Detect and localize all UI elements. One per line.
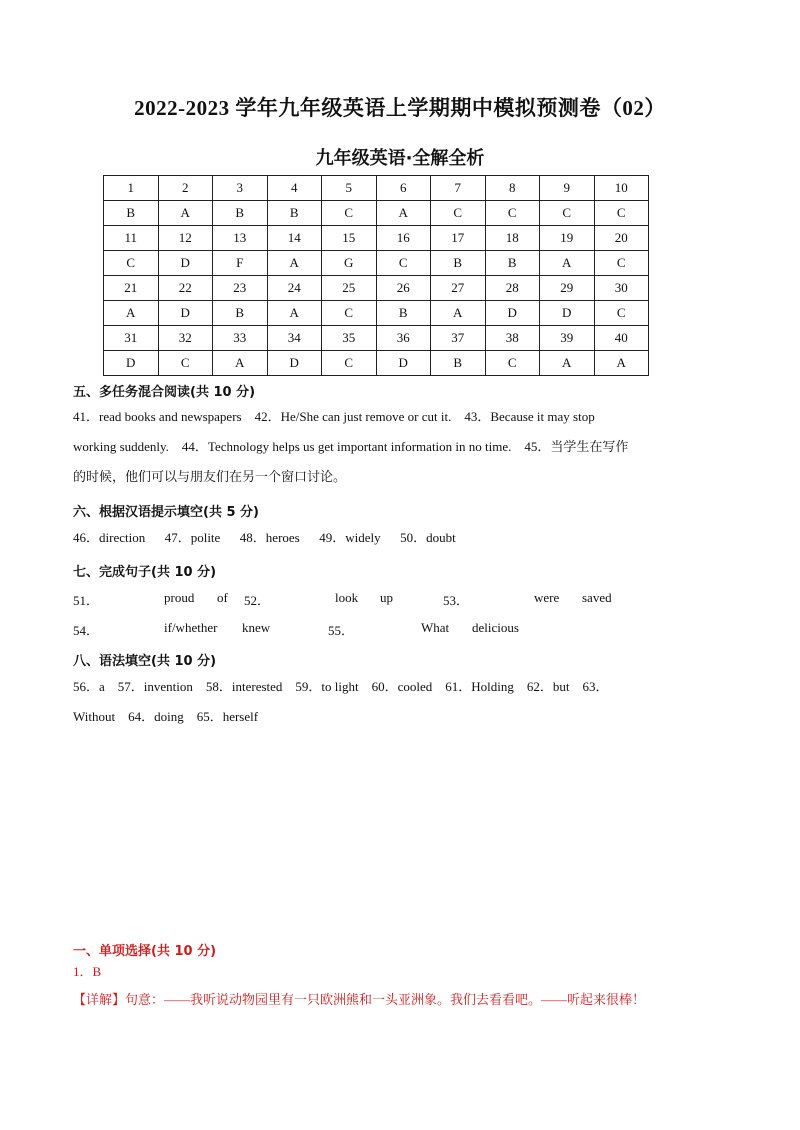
answer-table-cell: A bbox=[594, 351, 649, 376]
q54-word: if/whether bbox=[164, 620, 218, 635]
answer-table-row bbox=[104, 176, 649, 201]
section-1-heading: 一、单项选择(共 10 分) bbox=[73, 944, 217, 959]
answer-table-cell: 6 bbox=[376, 176, 431, 201]
answer-table-cell: 17 bbox=[431, 226, 486, 251]
answer-table-row bbox=[104, 326, 649, 351]
answer-table-cell: 37 bbox=[431, 326, 486, 351]
answer-table-cell: B bbox=[376, 301, 431, 326]
answer-table-cell: B bbox=[213, 301, 268, 326]
answer-table-cell: C bbox=[540, 201, 595, 226]
answer-table-cell: 1 bbox=[104, 176, 159, 201]
answer-table-cell: C bbox=[431, 201, 486, 226]
answer-table-cell: C bbox=[594, 201, 649, 226]
section-5-line-3: 的时候，他们可以与朋友们在另一个窗口讨论。 bbox=[73, 469, 347, 484]
section-6-line-1: 46．direction 47．polite 48．heroes 49．widely 50．doubt bbox=[73, 530, 456, 545]
answer-table-cell: C bbox=[322, 201, 377, 226]
answer-table-cell: A bbox=[431, 301, 486, 326]
q55-word: delicious bbox=[472, 620, 519, 635]
answer-table-cell: 5 bbox=[322, 176, 377, 201]
section-5-line-2: working suddenly. 44．Technology helps us get important information in no time. 45．当学生在写作 bbox=[73, 439, 629, 454]
answer-table-cell: 10 bbox=[594, 176, 649, 201]
answer-table-cell: C bbox=[485, 351, 540, 376]
answer-table-cell: 26 bbox=[376, 276, 431, 301]
answer-table-cell: 38 bbox=[485, 326, 540, 351]
q55-number: 55． bbox=[328, 623, 355, 638]
answer-table-cell: 11 bbox=[104, 226, 159, 251]
answer-table-cell: 21 bbox=[104, 276, 159, 301]
answer-table-row bbox=[104, 301, 649, 326]
section-5-answers bbox=[73, 402, 713, 492]
answer-table-cell: 31 bbox=[104, 326, 159, 351]
answer-table-cell: A bbox=[158, 201, 213, 226]
answer-table-cell: A bbox=[267, 251, 322, 276]
answer-table-cell: 15 bbox=[322, 226, 377, 251]
answer-table-cell: 33 bbox=[213, 326, 268, 351]
page-title: 2022-2023 学年九年级英语上学期期中模拟预测卷（02） bbox=[134, 96, 666, 120]
answer-table-cell: A bbox=[540, 251, 595, 276]
answer-table-cell: B bbox=[431, 251, 486, 276]
answer-table-cell: 25 bbox=[322, 276, 377, 301]
section-7-heading: 七、完成句子(共 10 分) bbox=[73, 565, 217, 580]
answer-table-cell: 40 bbox=[594, 326, 649, 351]
answer-table-cell: B bbox=[104, 201, 159, 226]
answer-table-row bbox=[104, 226, 649, 251]
answer-table-cell: 16 bbox=[376, 226, 431, 251]
answer-table-cell: C bbox=[322, 301, 377, 326]
answer-table-cell: 36 bbox=[376, 326, 431, 351]
answer-table-cell: 23 bbox=[213, 276, 268, 301]
answer-table-cell: 4 bbox=[267, 176, 322, 201]
page-subtitle: 九年级英语·全解全析 bbox=[315, 148, 485, 169]
answer-table-row bbox=[104, 276, 649, 301]
answer-table-row bbox=[104, 201, 649, 226]
answer-table-cell: D bbox=[376, 351, 431, 376]
section-5-line-1: 41．read books and newspapers 42．He/She can just remove or cut it. 43．Because it may stop bbox=[73, 409, 595, 424]
q53-word: saved bbox=[582, 590, 612, 605]
q52-word: up bbox=[380, 590, 393, 605]
answer-table-cell: 35 bbox=[322, 326, 377, 351]
answer-table-cell: 3 bbox=[213, 176, 268, 201]
answer-table-cell: 2 bbox=[158, 176, 213, 201]
answer-table-cell: F bbox=[213, 251, 268, 276]
question-1-detail: 【详解】句意：——我听说动物园里有一只欧洲熊和一头亚洲象。我们去看看吧。——听起来很棒！ bbox=[73, 992, 646, 1007]
answer-table-cell: D bbox=[104, 351, 159, 376]
answer-table-cell: D bbox=[267, 351, 322, 376]
q54-word: knew bbox=[242, 620, 271, 635]
answer-table-cell: 39 bbox=[540, 326, 595, 351]
answer-table-cell: 19 bbox=[540, 226, 595, 251]
answer-table-cell: D bbox=[485, 301, 540, 326]
answer-table-cell: B bbox=[485, 251, 540, 276]
answer-table-cell: B bbox=[213, 201, 268, 226]
q51-word: proud bbox=[164, 590, 195, 605]
answer-table-cell: A bbox=[213, 351, 268, 376]
answer-table-cell: 32 bbox=[158, 326, 213, 351]
answer-table-cell: A bbox=[540, 351, 595, 376]
answer-table-cell: D bbox=[158, 251, 213, 276]
q51-number: 51． bbox=[73, 593, 100, 608]
answer-table-cell: C bbox=[376, 251, 431, 276]
section-6-answers bbox=[73, 523, 713, 553]
section-8-heading: 八、语法填空(共 10 分) bbox=[73, 654, 217, 669]
section-6-heading: 六、根据汉语提示填空(共 5 分) bbox=[73, 505, 259, 520]
answer-table bbox=[103, 175, 649, 376]
answer-table-cell: D bbox=[158, 301, 213, 326]
answer-table-cell: 18 bbox=[485, 226, 540, 251]
answer-table-cell: 27 bbox=[431, 276, 486, 301]
answer-table-cell: C bbox=[594, 301, 649, 326]
section-8-line-2: Without 64．doing 65．herself bbox=[73, 709, 259, 724]
answer-table-cell: C bbox=[158, 351, 213, 376]
answer-table-cell: 24 bbox=[267, 276, 322, 301]
q52-number: 52． bbox=[244, 593, 271, 608]
answer-table-cell: 12 bbox=[158, 226, 213, 251]
answer-table-cell: 22 bbox=[158, 276, 213, 301]
answer-table-cell: A bbox=[376, 201, 431, 226]
answer-table-cell: 7 bbox=[431, 176, 486, 201]
answer-table-cell: C bbox=[594, 251, 649, 276]
answer-table-cell: 20 bbox=[594, 226, 649, 251]
answer-table-cell: A bbox=[104, 301, 159, 326]
answer-table-cell: 30 bbox=[594, 276, 649, 301]
answer-table-cell: C bbox=[485, 201, 540, 226]
answer-table-cell: B bbox=[267, 201, 322, 226]
q52-word: look bbox=[335, 590, 359, 605]
q53-number: 53． bbox=[443, 593, 470, 608]
answer-table-cell: 9 bbox=[540, 176, 595, 201]
answer-table-cell: C bbox=[322, 351, 377, 376]
answer-table-cell: 8 bbox=[485, 176, 540, 201]
section-5-heading: 五、多任务混合阅读(共 10 分) bbox=[73, 385, 256, 400]
answer-table-row bbox=[104, 351, 649, 376]
q55-word: What bbox=[421, 620, 450, 635]
answer-table-cell: 29 bbox=[540, 276, 595, 301]
answer-table-cell: A bbox=[267, 301, 322, 326]
answer-table-cell: 28 bbox=[485, 276, 540, 301]
answer-table-row bbox=[104, 251, 649, 276]
q51-word: of bbox=[217, 590, 228, 605]
q53-word: were bbox=[534, 590, 560, 605]
answer-table-cell: B bbox=[431, 351, 486, 376]
q54-number: 54． bbox=[73, 623, 100, 638]
answer-table-cell: C bbox=[104, 251, 159, 276]
answer-table-cell: 14 bbox=[267, 226, 322, 251]
section-8-line-1: 56．a 57．invention 58．interested 59．to light 60．cooled 61．Holding 62．but 63． bbox=[73, 679, 609, 694]
answer-table-cell: 34 bbox=[267, 326, 322, 351]
answer-table-cell: D bbox=[540, 301, 595, 326]
answer-table-cell: G bbox=[322, 251, 377, 276]
answer-table-cell: 13 bbox=[213, 226, 268, 251]
question-1-answer: 1．B bbox=[73, 964, 102, 979]
section-8-answers bbox=[73, 672, 713, 732]
